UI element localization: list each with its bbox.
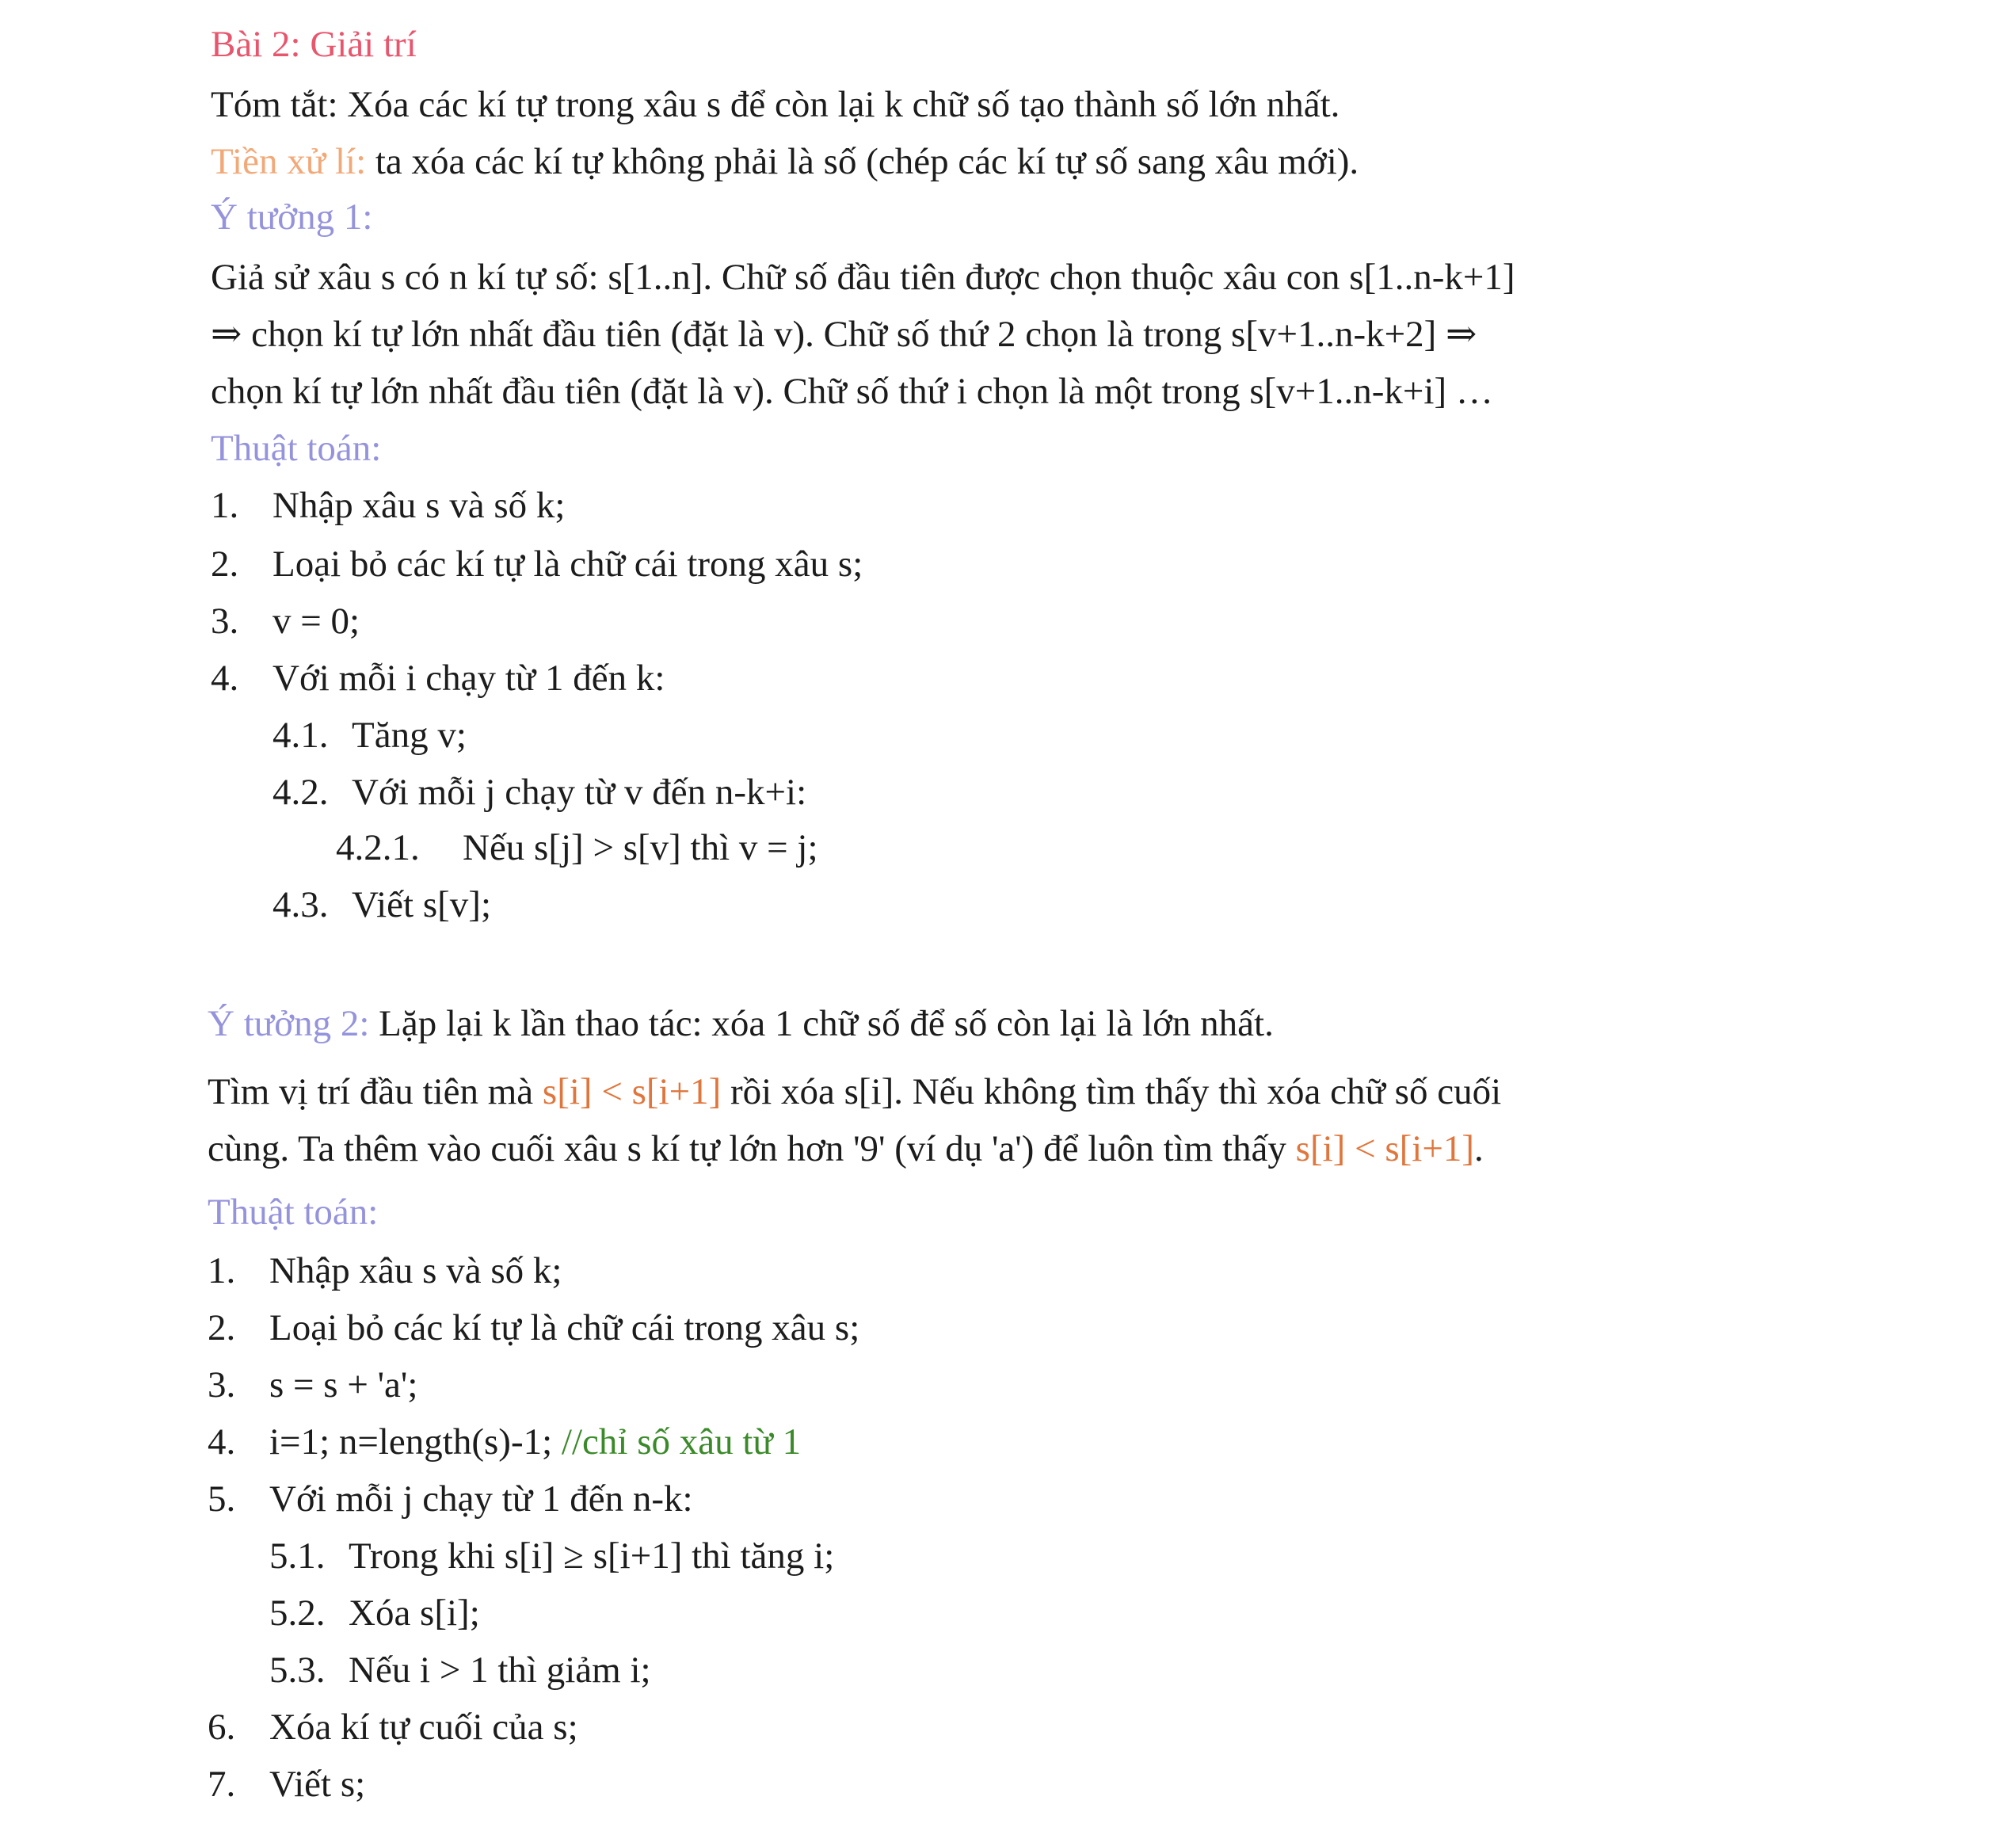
summary-text: Tóm tắt: Xóa các kí tự trong xâu s để còn lại k chữ số tạo thành số lớn nhất. (211, 84, 1340, 125)
idea2-line (208, 1000, 1274, 1047)
idea1-algorithm-label: Thuật toán: (211, 428, 382, 469)
step-text: Nếu i > 1 thì giảm i; (349, 1650, 651, 1691)
step-text: Nhập xâu s và số k; (269, 1250, 562, 1291)
step-number: 1. (211, 485, 239, 526)
step-number: 1. (208, 1250, 236, 1291)
idea2-line (208, 1068, 1501, 1116)
text-segment: . (1474, 1128, 1484, 1169)
step-text: Trong khi s[i] ≥ s[i+1] thì tăng i; (349, 1535, 835, 1577)
text-segment: rồi xóa s[i]. Nếu không tìm thấy thì xóa chữ số cuối (721, 1071, 1502, 1112)
step-number: 3. (211, 601, 239, 642)
highlighted-condition: s[i] < s[i+1] (1295, 1128, 1474, 1169)
preprocess-label: Tiền xử lí: (211, 141, 367, 182)
algo1-substep (272, 881, 491, 929)
idea2-algorithm-label: Thuật toán: (208, 1192, 379, 1233)
section-title: Bài 2: Giải trí (211, 24, 417, 65)
algo2-substep (269, 1589, 480, 1637)
step-number: 7. (208, 1764, 236, 1805)
step-number: 5.3. (269, 1650, 326, 1691)
algo2-step (208, 1703, 578, 1751)
step-text: Xóa s[i]; (349, 1592, 480, 1634)
idea2-text: Lặp lại k lần thao tác: xóa 1 chữ số để số còn lại là lớn nhất. (369, 1003, 1274, 1044)
text-segment: cùng. Ta thêm vào cuối xâu s kí tự lớn hơn '9' (ví dụ 'a') để luôn tìm thấy (208, 1128, 1296, 1169)
idea1-line: chọn kí tự lớn nhất đầu tiên (đặt là v). Chữ số thứ i chọn là một trong s[v+1..n-k+i] … (211, 371, 1493, 412)
algo1-step (211, 482, 565, 529)
idea1-line: ⇒ chọn kí tự lớn nhất đầu tiên (đặt là v). Chữ số thứ 2 chọn là trong s[v+1..n-k+2] ⇒ (211, 314, 1477, 355)
step-number: 5.1. (269, 1535, 326, 1577)
preprocess-text: ta xóa các kí tự không phải là số (chép các kí tự số sang xâu mới). (366, 141, 1359, 182)
step-text: Loại bỏ các kí tự là chữ cái trong xâu s; (269, 1307, 860, 1348)
step-text: v = 0; (272, 601, 360, 642)
algo2-step (208, 1247, 562, 1295)
text-segment: Tìm vị trí đầu tiên mà (208, 1071, 543, 1112)
algo1-step (211, 597, 360, 645)
algo1-substep (272, 769, 806, 816)
step-text: Loại bỏ các kí tự là chữ cái trong xâu s; (272, 544, 863, 585)
step-number: 4. (208, 1421, 236, 1463)
step-text: Với mỗi j chạy từ 1 đến n-k: (269, 1478, 693, 1520)
step-number: 4.2.1. (336, 827, 420, 868)
step-number: 2. (208, 1307, 236, 1348)
algo1-subsubstep (336, 824, 818, 872)
step-text: Với mỗi j chạy từ v đến n-k+i: (352, 772, 807, 813)
step-number: 2. (211, 544, 239, 585)
step-text: s = s + 'a'; (269, 1364, 418, 1405)
step-text: Nếu s[j] > s[v] thì v = j; (463, 827, 818, 868)
algo1-step (211, 540, 863, 588)
algo1-substep (272, 711, 467, 759)
step-text: Tăng v; (352, 715, 467, 756)
step-number: 5.2. (269, 1592, 326, 1634)
preprocess-line (211, 138, 1359, 185)
step-number: 4.3. (272, 884, 329, 925)
step-text: Với mỗi i chạy từ 1 đến k: (272, 658, 665, 699)
idea1-line: Giả sử xâu s có n kí tự số: s[1..n]. Chữ số đầu tiên được chọn thuộc xâu con s[1..n-k+1] (211, 257, 1515, 298)
highlighted-condition: s[i] < s[i+1] (542, 1071, 722, 1112)
step-number: 4. (211, 658, 239, 699)
step-number: 3. (208, 1364, 236, 1405)
algo2-step (208, 1760, 365, 1808)
algo1-step (211, 654, 665, 702)
algo2-step (208, 1304, 859, 1352)
step-number: 6. (208, 1707, 236, 1748)
idea2-line (208, 1125, 1484, 1173)
algo2-step (208, 1361, 417, 1409)
step-text: Viết s; (269, 1764, 366, 1805)
step-number: 5. (208, 1478, 236, 1520)
step-text: Viết s[v]; (352, 884, 491, 925)
step-number: 4.2. (272, 772, 329, 813)
algo2-substep (269, 1646, 651, 1694)
algo2-step (208, 1475, 693, 1523)
idea1-label: Ý tưởng 1: (211, 196, 373, 238)
step-text: Nhập xâu s và số k; (272, 485, 566, 526)
step-text: Xóa kí tự cuối của s; (269, 1707, 578, 1748)
idea2-label: Ý tưởng 2: (208, 1003, 370, 1044)
step-text: i=1; n=length(s)-1; (269, 1421, 562, 1463)
step-number: 4.1. (272, 715, 329, 756)
code-comment: //chỉ số xâu từ 1 (561, 1421, 802, 1463)
algo2-substep (269, 1532, 834, 1580)
algo2-step (208, 1418, 801, 1466)
